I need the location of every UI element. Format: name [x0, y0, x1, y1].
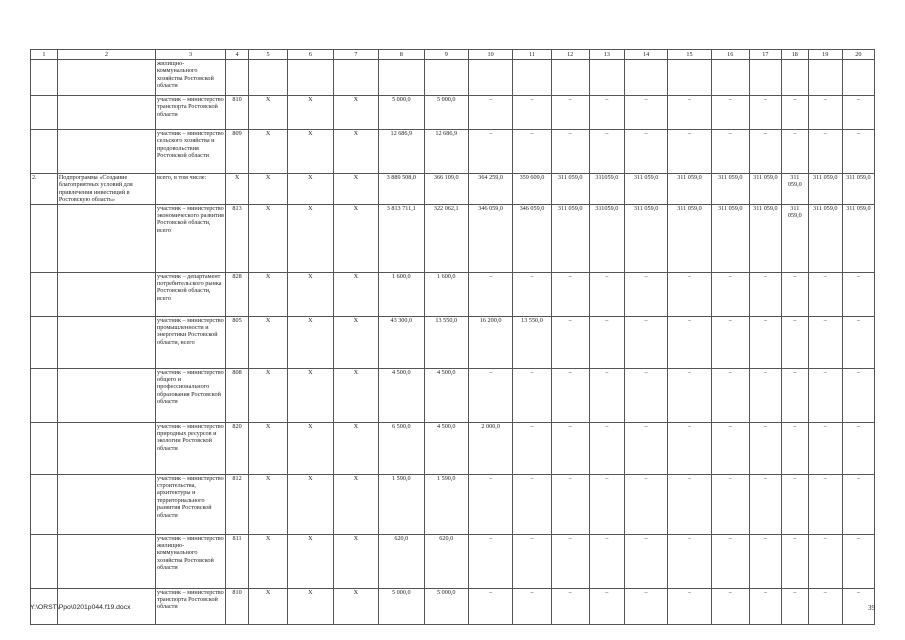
amount-cell: –: [842, 422, 874, 474]
amount-cell: –: [668, 422, 711, 474]
amount-cell: –: [624, 422, 667, 474]
code-cell: 810: [226, 96, 249, 130]
program-name-cell: [57, 272, 155, 316]
amount-cell: [749, 60, 781, 96]
amount-cell: [711, 60, 749, 96]
amount-cell: –: [711, 588, 749, 624]
amount-cell: –: [808, 316, 842, 368]
amount-cell: 620,0: [424, 534, 468, 588]
amount-cell: –: [808, 96, 842, 130]
executor-cell: участник – министерство экономического развития Ростовской области, всего: [155, 204, 225, 272]
table-row: [31, 204, 875, 272]
column-number: 1: [31, 50, 58, 60]
code-cell: X: [333, 130, 378, 174]
amount-cell: –: [808, 474, 842, 534]
executor-cell: участник – министерство сельского хозяйства и продовольствия Ростовской области: [155, 130, 225, 174]
amount-cell: –: [589, 422, 624, 474]
amount-cell: –: [551, 316, 589, 368]
amount-cell: 346 059,0: [468, 204, 512, 272]
amount-cell: –: [468, 588, 512, 624]
code-cell: X: [288, 316, 333, 368]
column-number: 16: [711, 50, 749, 60]
amount-cell: –: [749, 316, 781, 368]
row-number-cell: [31, 534, 58, 588]
amount-cell: 5 000,0: [379, 588, 424, 624]
amount-cell: –: [624, 368, 667, 422]
code-cell: X: [226, 174, 249, 205]
code-cell: X: [248, 204, 287, 272]
amount-cell: 359 609,0: [513, 174, 551, 205]
amount-cell: –: [513, 474, 551, 534]
executor-cell: всего, в том числе:: [155, 174, 225, 205]
code-cell: X: [248, 130, 287, 174]
amount-cell: –: [668, 130, 711, 174]
amount-cell: –: [468, 534, 512, 588]
column-number: 12: [551, 50, 589, 60]
code-cell: X: [248, 534, 287, 588]
amount-cell: –: [781, 422, 808, 474]
amount-cell: –: [624, 474, 667, 534]
amount-cell: 311 059,0: [808, 204, 842, 272]
program-name-cell: [57, 534, 155, 588]
column-number: 7: [333, 50, 378, 60]
amount-cell: 4 500,0: [424, 422, 468, 474]
table-header-row: [31, 50, 875, 60]
amount-cell: –: [624, 272, 667, 316]
row-number-cell: [31, 474, 58, 534]
column-number: 11: [513, 50, 551, 60]
amount-cell: [624, 60, 667, 96]
row-number-cell: [31, 130, 58, 174]
table-row: [31, 96, 875, 130]
amount-cell: –: [589, 534, 624, 588]
amount-cell: 43 300,0: [379, 316, 424, 368]
column-number: 3: [155, 50, 225, 60]
code-cell: X: [288, 422, 333, 474]
executor-cell: участник – министерство транспорта Ростовской области: [155, 96, 225, 130]
amount-cell: [379, 60, 424, 96]
amount-cell: 311059,0: [589, 174, 624, 205]
amount-cell: –: [749, 368, 781, 422]
code-cell: X: [248, 316, 287, 368]
program-name-cell: [57, 96, 155, 130]
amount-cell: –: [711, 474, 749, 534]
amount-cell: –: [513, 130, 551, 174]
amount-cell: –: [781, 534, 808, 588]
code-cell: X: [333, 368, 378, 422]
amount-cell: –: [842, 272, 874, 316]
amount-cell: –: [808, 272, 842, 316]
amount-cell: 1 600,0: [424, 272, 468, 316]
amount-cell: 311 059,0: [668, 174, 711, 205]
executor-cell: участник – министерство жилищно-коммунального хозяйства Ростовской области: [155, 534, 225, 588]
code-cell: 828: [226, 272, 249, 316]
amount-cell: –: [624, 96, 667, 130]
code-cell: X: [333, 422, 378, 474]
amount-cell: 346 059,0: [513, 204, 551, 272]
amount-cell: –: [551, 272, 589, 316]
amount-cell: –: [808, 534, 842, 588]
amount-cell: 311 059,0: [842, 174, 874, 205]
amount-cell: [589, 60, 624, 96]
code-cell: X: [288, 204, 333, 272]
amount-cell: –: [711, 272, 749, 316]
code-cell: [248, 60, 287, 96]
code-cell: X: [333, 474, 378, 534]
amount-cell: –: [589, 588, 624, 624]
row-number-cell: 2.: [31, 174, 58, 205]
amount-cell: –: [551, 534, 589, 588]
column-number: 6: [288, 50, 333, 60]
amount-cell: –: [781, 368, 808, 422]
amount-cell: 5 000,0: [424, 588, 468, 624]
amount-cell: –: [842, 474, 874, 534]
amount-cell: 13 550,0: [513, 316, 551, 368]
amount-cell: 311 059,0: [711, 174, 749, 205]
amount-cell: –: [668, 588, 711, 624]
amount-cell: –: [668, 534, 711, 588]
file-path: Y:\ORST\Ppo\0201p044.f19.docx: [30, 604, 131, 611]
executor-cell: участник – министерство природных ресурсов и экологии Ростовской области: [155, 422, 225, 474]
amount-cell: –: [551, 368, 589, 422]
amount-cell: 4 500,0: [379, 368, 424, 422]
program-name-cell: [57, 60, 155, 96]
code-cell: 811: [226, 534, 249, 588]
amount-cell: –: [513, 534, 551, 588]
amount-cell: –: [551, 130, 589, 174]
amount-cell: 3 889 508,0: [379, 174, 424, 205]
amount-cell: 311 059,0: [551, 204, 589, 272]
column-number: 10: [468, 50, 512, 60]
amount-cell: –: [513, 588, 551, 624]
code-cell: 820: [226, 422, 249, 474]
code-cell: X: [288, 368, 333, 422]
amount-cell: –: [513, 272, 551, 316]
amount-cell: [781, 60, 808, 96]
amount-cell: –: [668, 474, 711, 534]
code-cell: X: [333, 588, 378, 624]
column-number: 8: [379, 50, 424, 60]
amount-cell: 311 059,0: [749, 174, 781, 205]
row-number-cell: [31, 204, 58, 272]
table-row: [31, 588, 875, 624]
table-row: [31, 60, 875, 96]
code-cell: X: [333, 96, 378, 130]
amount-cell: [842, 60, 874, 96]
amount-cell: [424, 60, 468, 96]
code-cell: X: [248, 474, 287, 534]
amount-cell: [551, 60, 589, 96]
column-number: 13: [589, 50, 624, 60]
amount-cell: 5 000,0: [379, 96, 424, 130]
amount-cell: –: [711, 130, 749, 174]
amount-cell: 2 000,0: [468, 422, 512, 474]
amount-cell: [513, 60, 551, 96]
amount-cell: –: [749, 422, 781, 474]
column-number: 4: [226, 50, 249, 60]
program-name-cell: [57, 130, 155, 174]
amount-cell: 3 813 711,1: [379, 204, 424, 272]
code-cell: X: [288, 534, 333, 588]
code-cell: [333, 60, 378, 96]
table-row: [31, 474, 875, 534]
amount-cell: 311 059,0: [624, 204, 667, 272]
table-row: [31, 368, 875, 422]
code-cell: [226, 60, 249, 96]
amount-cell: –: [468, 130, 512, 174]
amount-cell: –: [808, 130, 842, 174]
code-cell: X: [248, 368, 287, 422]
code-cell: X: [248, 96, 287, 130]
amount-cell: 311 059,0: [551, 174, 589, 205]
amount-cell: –: [781, 272, 808, 316]
code-cell: 805: [226, 316, 249, 368]
amount-cell: 12 686,9: [424, 130, 468, 174]
amount-cell: –: [711, 96, 749, 130]
code-cell: X: [288, 96, 333, 130]
amount-cell: 322 062,1: [424, 204, 468, 272]
amount-cell: –: [513, 422, 551, 474]
amount-cell: –: [749, 96, 781, 130]
amount-cell: [808, 60, 842, 96]
code-cell: X: [333, 272, 378, 316]
amount-cell: 364 259,0: [468, 174, 512, 205]
amount-cell: –: [842, 368, 874, 422]
amount-cell: 12 686,9: [379, 130, 424, 174]
amount-cell: 5 000,0: [424, 96, 468, 130]
amount-cell: –: [842, 588, 874, 624]
amount-cell: –: [842, 534, 874, 588]
program-name-cell: [57, 368, 155, 422]
amount-cell: 311 059,0: [842, 204, 874, 272]
amount-cell: 311 059,0: [808, 174, 842, 205]
amount-cell: –: [551, 588, 589, 624]
table-row: [31, 130, 875, 174]
amount-cell: 311 059,0: [624, 174, 667, 205]
amount-cell: –: [842, 316, 874, 368]
program-name-cell: [57, 316, 155, 368]
table-row: [31, 422, 875, 474]
amount-cell: 311 059,0: [781, 204, 808, 272]
amount-cell: [468, 60, 512, 96]
amount-cell: 620,0: [379, 534, 424, 588]
executor-cell: участник – департамент потребительского рынка Ростовской области, всего: [155, 272, 225, 316]
amount-cell: –: [749, 130, 781, 174]
amount-cell: –: [468, 474, 512, 534]
amount-cell: –: [808, 588, 842, 624]
amount-cell: –: [589, 316, 624, 368]
code-cell: X: [333, 204, 378, 272]
amount-cell: 311 059,0: [749, 204, 781, 272]
amount-cell: –: [808, 422, 842, 474]
code-cell: 808: [226, 368, 249, 422]
amount-cell: –: [624, 316, 667, 368]
code-cell: X: [333, 174, 378, 205]
column-number: 9: [424, 50, 468, 60]
column-number: 18: [781, 50, 808, 60]
amount-cell: –: [624, 130, 667, 174]
code-cell: X: [288, 174, 333, 205]
amount-cell: –: [468, 96, 512, 130]
amount-cell: –: [551, 422, 589, 474]
executor-cell: участник – министерство общего и профессионального образования Ростовской области: [155, 368, 225, 422]
amount-cell: 311 059,0: [711, 204, 749, 272]
amount-cell: –: [551, 474, 589, 534]
code-cell: X: [333, 316, 378, 368]
amount-cell: –: [749, 474, 781, 534]
code-cell: 813: [226, 204, 249, 272]
amount-cell: –: [668, 96, 711, 130]
amount-cell: –: [842, 96, 874, 130]
column-number: 17: [749, 50, 781, 60]
table-row: [31, 174, 875, 205]
column-number: 15: [668, 50, 711, 60]
amount-cell: –: [781, 474, 808, 534]
amount-cell: 1 590,0: [424, 474, 468, 534]
executor-cell: участник – министерство промышленности и энергетики Ростовской области, всего: [155, 316, 225, 368]
column-number: 2: [57, 50, 155, 60]
table-row: [31, 534, 875, 588]
amount-cell: –: [468, 272, 512, 316]
amount-cell: 1 600,0: [379, 272, 424, 316]
code-cell: X: [288, 588, 333, 624]
table-row: [31, 316, 875, 368]
executor-cell: участник – министерство транспорта Ростовской области: [155, 588, 225, 624]
amount-cell: 6 500,0: [379, 422, 424, 474]
row-number-cell: [31, 96, 58, 130]
amount-cell: –: [624, 588, 667, 624]
code-cell: X: [288, 474, 333, 534]
amount-cell: –: [624, 534, 667, 588]
amount-cell: –: [749, 272, 781, 316]
amount-cell: –: [711, 534, 749, 588]
budget-table: [30, 49, 875, 625]
amount-cell: –: [589, 368, 624, 422]
amount-cell: –: [711, 316, 749, 368]
amount-cell: 311 059,0: [668, 204, 711, 272]
executor-cell: жилищно-коммунального хозяйства Ростовской области: [155, 60, 225, 96]
program-name-cell: [57, 474, 155, 534]
program-name-cell: [57, 422, 155, 474]
code-cell: X: [248, 272, 287, 316]
amount-cell: –: [749, 534, 781, 588]
code-cell: X: [333, 534, 378, 588]
row-number-cell: [31, 60, 58, 96]
amount-cell: [668, 60, 711, 96]
amount-cell: –: [589, 130, 624, 174]
row-number-cell: [31, 368, 58, 422]
amount-cell: –: [711, 422, 749, 474]
amount-cell: –: [781, 96, 808, 130]
column-number: 14: [624, 50, 667, 60]
amount-cell: –: [513, 96, 551, 130]
amount-cell: 1 590,0: [379, 474, 424, 534]
amount-cell: –: [668, 316, 711, 368]
amount-cell: –: [551, 96, 589, 130]
column-number: 5: [248, 50, 287, 60]
executor-cell: участник – министерство строительства, архитектуры и территориального развития Ростовской области: [155, 474, 225, 534]
code-cell: X: [248, 588, 287, 624]
code-cell: X: [288, 130, 333, 174]
amount-cell: –: [749, 588, 781, 624]
program-name-cell: [57, 204, 155, 272]
amount-cell: –: [513, 368, 551, 422]
page-number: 39: [868, 604, 875, 612]
amount-cell: 4 500,0: [424, 368, 468, 422]
code-cell: 809: [226, 130, 249, 174]
column-number: 19: [808, 50, 842, 60]
column-number: 20: [842, 50, 874, 60]
amount-cell: –: [781, 588, 808, 624]
amount-cell: –: [808, 368, 842, 422]
amount-cell: –: [781, 130, 808, 174]
amount-cell: –: [589, 96, 624, 130]
row-number-cell: [31, 272, 58, 316]
amount-cell: –: [589, 474, 624, 534]
table-row: [31, 272, 875, 316]
code-cell: X: [248, 422, 287, 474]
amount-cell: –: [781, 316, 808, 368]
row-number-cell: [31, 316, 58, 368]
code-cell: 812: [226, 474, 249, 534]
code-cell: [288, 60, 333, 96]
amount-cell: –: [842, 130, 874, 174]
amount-cell: –: [711, 368, 749, 422]
amount-cell: 366 109,0: [424, 174, 468, 205]
amount-cell: 13 550,0: [424, 316, 468, 368]
program-name-cell: Подпрограмма «Создание благоприятных условий для привлечения инвестиций в Ростовскую область»: [57, 174, 155, 205]
amount-cell: 16 200,0: [468, 316, 512, 368]
row-number-cell: [31, 422, 58, 474]
amount-cell: –: [668, 272, 711, 316]
code-cell: X: [248, 174, 287, 205]
amount-cell: –: [668, 368, 711, 422]
code-cell: 810: [226, 588, 249, 624]
amount-cell: 311 059,0: [781, 174, 808, 205]
amount-cell: –: [589, 272, 624, 316]
amount-cell: –: [468, 368, 512, 422]
code-cell: X: [288, 272, 333, 316]
amount-cell: 311059,0: [589, 204, 624, 272]
